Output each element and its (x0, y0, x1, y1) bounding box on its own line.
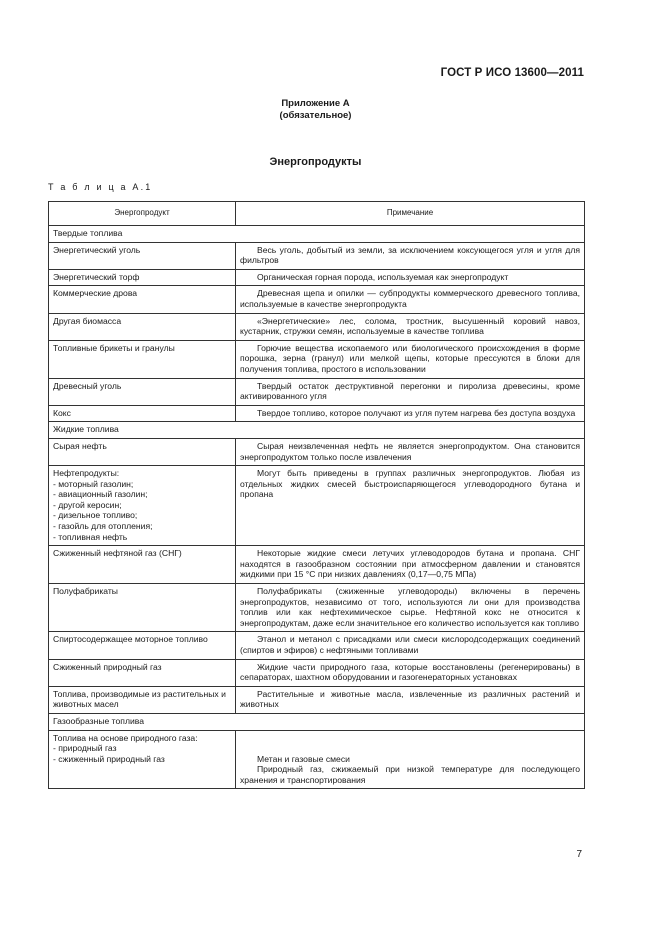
product-name: Спиртосодержащее моторное топливо (49, 632, 236, 659)
group-row-gaseous (49, 713, 585, 730)
natural-gas-note: Природный газ, сжижаемый при низкой температуре для последующего хранения и транспортирования (240, 764, 580, 785)
document-code: ГОСТ Р ИСО 13600—2011 (440, 67, 584, 79)
product-note: Органическая горная порода, используемая как энергопродукт (236, 269, 585, 286)
group-label: Жидкие топлива (49, 422, 585, 439)
product-note-natural-gas (236, 730, 585, 789)
natural-gas-title: Топлива на основе природного газа: (53, 732, 198, 743)
column-header-product: Энергопродукт (49, 202, 236, 226)
petroleum-item: - другой керосин; (53, 500, 231, 511)
product-name: Сжиженный природный газ (49, 659, 236, 686)
table-row (49, 659, 585, 686)
empty-note-line (240, 733, 580, 754)
petroleum-title: Нефтепродукты: (53, 468, 120, 479)
table-row (49, 730, 585, 789)
group-label: Газообразные топлива (49, 713, 585, 730)
product-name-natural-gas (49, 730, 236, 789)
product-note: Растительные и животные масла, извлеченные из различных растений и животных (236, 686, 585, 713)
product-name: Древесный уголь (49, 378, 236, 405)
product-name: Сырая нефть (49, 438, 236, 465)
group-row-solid (49, 226, 585, 243)
annex-title: Приложение А (281, 98, 350, 109)
table-row (49, 584, 585, 632)
product-name: Кокс (49, 405, 236, 422)
product-note: «Энергетические» лес, солома, тростник, высушенный коровий навоз, кустарник, стружки семян, используемые в качестве топлива (236, 313, 585, 340)
product-note: Полуфабрикаты (сжиженные углеводороды) включены в перечень энергопродуктов, независимо от того, используются ли они для производства топлив или как нефтехимическое сырье. Нефтяной кокс не относится к энергопродуктам, даже если значительное его количество используется как топливо (236, 584, 585, 632)
product-name-petroleum (49, 466, 236, 546)
product-note: Жидкие части природного газа, которые восстановлены (регенерированы) в сепараторах, шахтном оборудовании и газогенераторных установках (236, 659, 585, 686)
petroleum-item: - топливная нефть (53, 532, 231, 543)
product-note: Некоторые жидкие смеси летучих углеводородов бутана и пропана. СНГ находятся в газообразном состоянии при атмосферном давлении и становятся жидкими при 15 °С при низких давлениях (0,17—0,75 МПа) (236, 546, 585, 584)
table-row (49, 405, 585, 422)
natural-gas-item: - природный газ (53, 743, 231, 754)
table-row (49, 686, 585, 713)
table-row (49, 286, 585, 313)
group-label: Твердые топлива (49, 226, 585, 243)
product-note: Горючие вещества ископаемого или биологического происхождения в форме порошка, зерна (гранул) или мелкой щепы, которые прессуются в блоки для получения топлива, простого в использовании (236, 340, 585, 378)
product-note: Могут быть приведены в группах различных энергопродуктов. Любая из отдельных жидких смесей быстроиспаряющегося углеводородного бутана и пропана (236, 466, 585, 546)
table-row (49, 340, 585, 378)
product-note: Твердое топливо, которое получают из угля путем нагрева без доступа воздуха (236, 405, 585, 422)
energy-products-table (48, 201, 585, 789)
product-name: Топлива, производимые из растительных и животных масел (49, 686, 236, 713)
product-note: Сырая неизвлеченная нефть не является энергопродуктом. Она становится энергопродуктом только после извлечения (236, 438, 585, 465)
product-name: Энергетический торф (49, 269, 236, 286)
group-row-liquid (49, 422, 585, 439)
product-name: Коммерческие дрова (49, 286, 236, 313)
product-name: Топливные брикеты и гранулы (49, 340, 236, 378)
table-row (49, 378, 585, 405)
table-row (49, 632, 585, 659)
table-row (49, 438, 585, 465)
product-name: Энергетический уголь (49, 242, 236, 269)
table-row (49, 242, 585, 269)
annex-status: (обязательное) (279, 110, 352, 121)
table-row (49, 546, 585, 584)
page-number: 7 (576, 849, 582, 860)
product-note: Весь уголь, добытый из земли, за исключением коксующегося угля и угля для фильтров (236, 242, 585, 269)
product-note: Древесная щепа и опилки — субпродукты коммерческого древесного топлива, используемые в качестве энергопродукта (236, 286, 585, 313)
petroleum-item: - дизельное топливо; (53, 510, 231, 521)
product-name: Сжиженный нефтяной газ (СНГ) (49, 546, 236, 584)
annex-heading (0, 98, 631, 122)
table-row (49, 313, 585, 340)
product-note: Этанол и метанол с присадками или смеси кислородсодержащих соединений (спиртов и эфиров) с нефтяными топливами (236, 632, 585, 659)
petroleum-item: - газойль для отопления; (53, 521, 231, 532)
natural-gas-item: - сжиженный природный газ (53, 754, 231, 765)
column-header-note: Примечание (236, 202, 585, 226)
section-title: Энергопродукты (269, 156, 362, 168)
table-row (49, 466, 585, 546)
petroleum-item: - моторный газолин; (53, 479, 231, 490)
product-name: Другая биомасса (49, 313, 236, 340)
product-note: Твердый остаток деструктивной перегонки и пиролиза древесины, кроме активированного угля (236, 378, 585, 405)
table-row (49, 269, 585, 286)
petroleum-item: - авиационный газолин; (53, 489, 231, 500)
table-header-row (49, 202, 585, 226)
table-caption: Т а б л и ц а А.1 (48, 182, 153, 192)
product-name: Полуфабрикаты (49, 584, 236, 632)
natural-gas-note: Метан и газовые смеси (257, 753, 350, 764)
